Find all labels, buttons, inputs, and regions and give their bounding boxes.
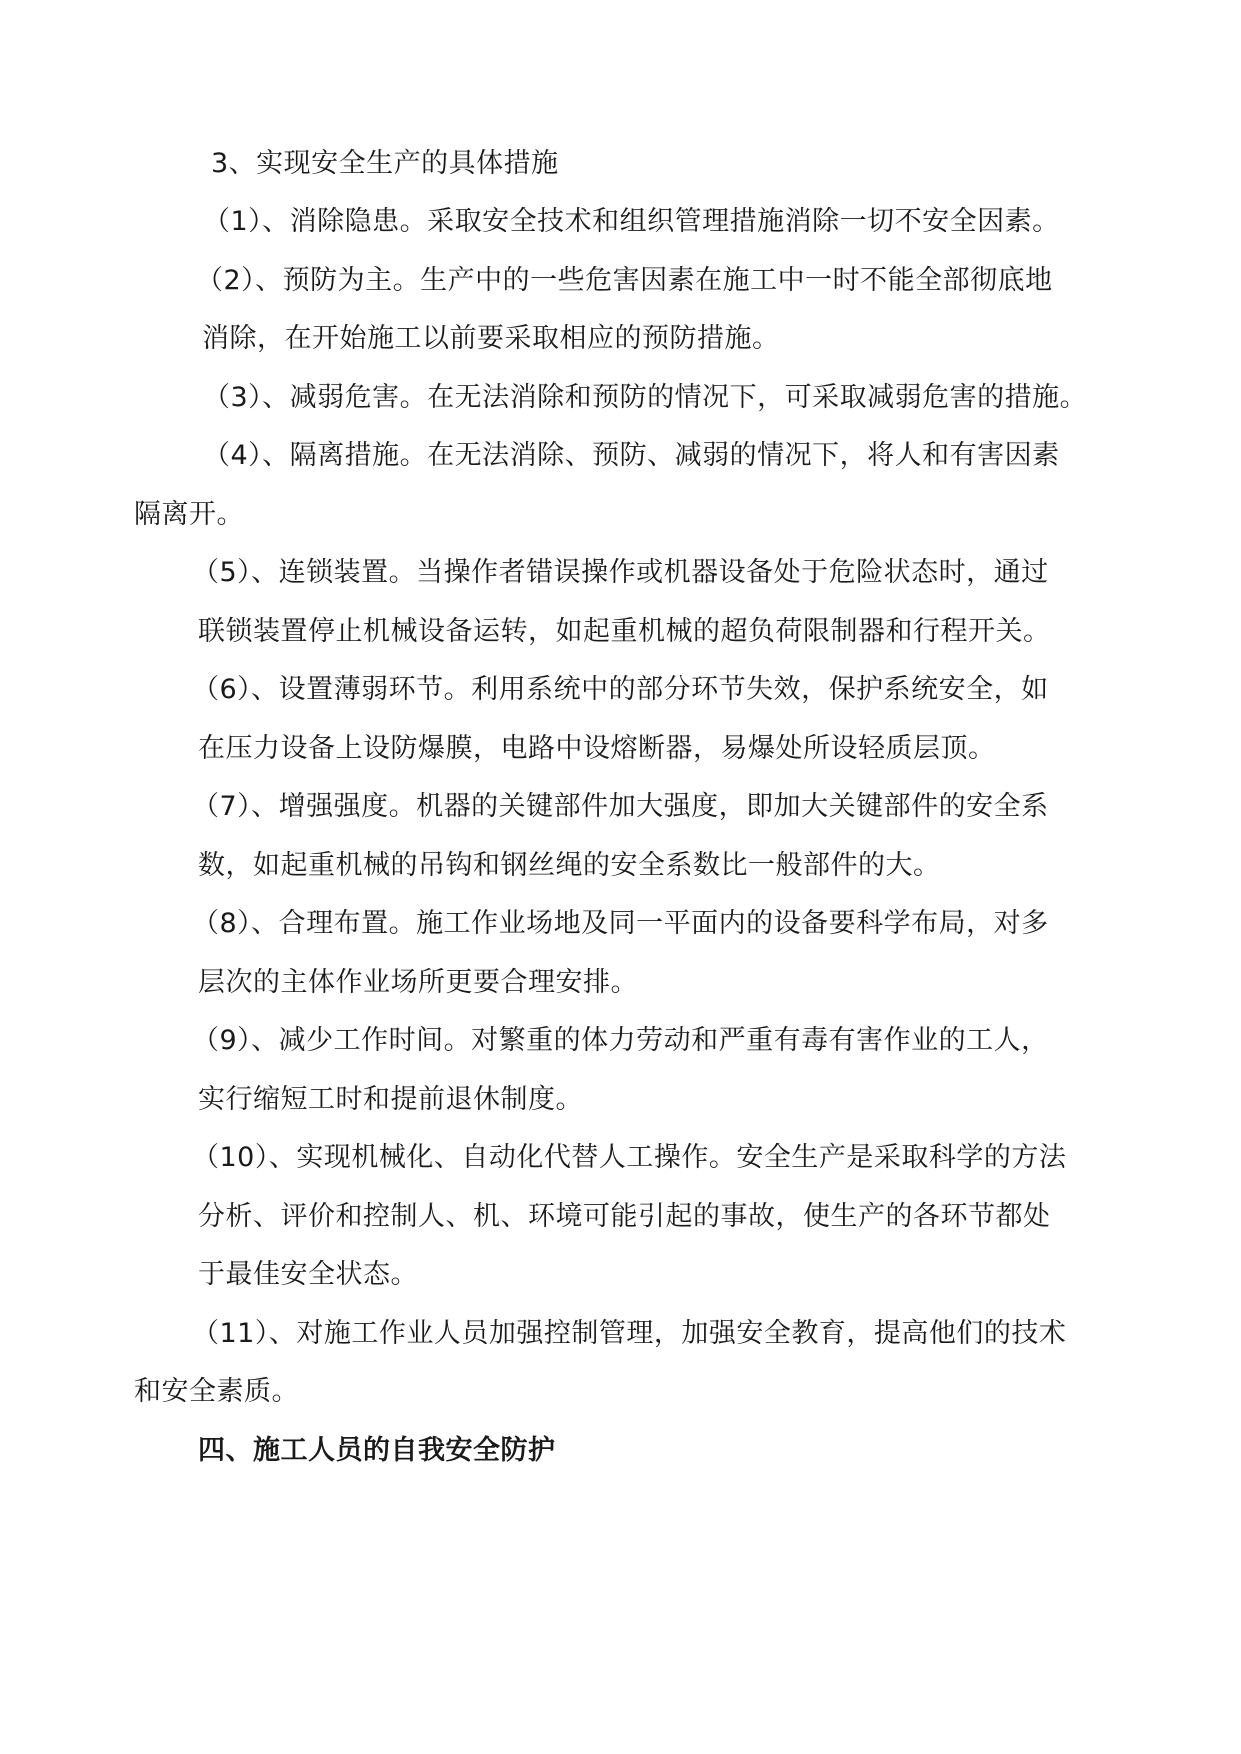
measure-3-line-1: （3）、减弱危害。在无法消除和预防的情况下，可采取减弱危害的措施。 [203,382,1088,413]
measure-2-line-1: （2）、预防为主。生产中的一些危害因素在施工中一时不能全部彻底地 [196,265,1053,296]
measure-6-line-1: （6）、设置薄弱环节。利用系统中的部分环节失效，保护系统安全，如 [192,674,1049,705]
next-section-heading: 四、施工人员的自我安全防护 [198,1435,556,1466]
measure-9-line-1: （9）、减少工作时间。对繁重的体力劳动和严重有毒有害作业的工人， [192,1025,1049,1056]
measure-4-line-1: （4）、隔离措施。在无法消除、预防、减弱的情况下，将人和有害因素 [203,440,1060,471]
measure-10-line-1: （10）、实现机械化、自动化代替人工操作。安全生产是采取科学的方法 [192,1142,1067,1173]
measure-10-line-2: 分析、评价和控制人、机、环境可能引起的事故，使生产的各环节都处 [198,1201,1051,1232]
measure-5-line-2: 联锁装置停止机械设备运转，如起重机械的超负荷限制器和行程开关。 [198,616,1051,647]
measure-8-line-1: （8）、合理布置。施工作业场地及同一平面内的设备要科学布局，对多 [192,908,1049,939]
measure-2-line-2: 消除，在开始施工以前要采取相应的预防措施。 [202,323,780,354]
measure-5-line-1: （5）、连锁装置。当操作者错误操作或机器设备处于危险状态时，通过 [192,557,1049,588]
measure-4-line-2: 隔离开。 [134,499,244,530]
measure-8-line-2: 层次的主体作业场所更要合理安排。 [198,967,638,998]
measure-7-line-2: 数，如起重机械的吊钩和钢丝绳的安全系数比一般部件的大。 [198,850,941,881]
measure-11-line-2: 和安全素质。 [134,1376,299,1407]
measure-7-line-1: （7）、增强强度。机器的关键部件加大强度，即加大关键部件的安全系 [192,791,1049,822]
measure-11-line-1: （11）、对施工作业人员加强控制管理，加强安全教育，提高他们的技术 [192,1318,1067,1349]
measure-9-line-2: 实行缩短工时和提前退休制度。 [198,1084,583,1115]
measure-6-line-2: 在压力设备上设防爆膜，电路中设熔断器，易爆处所设轻质层顶。 [198,733,996,764]
section-heading: 3、实现安全生产的具体措施 [211,148,559,179]
measure-1-line-1: （1）、消除隐患。采取安全技术和组织管理措施消除一切不安全因素。 [203,206,1060,237]
measure-10-line-3: 于最佳安全状态。 [198,1259,418,1290]
